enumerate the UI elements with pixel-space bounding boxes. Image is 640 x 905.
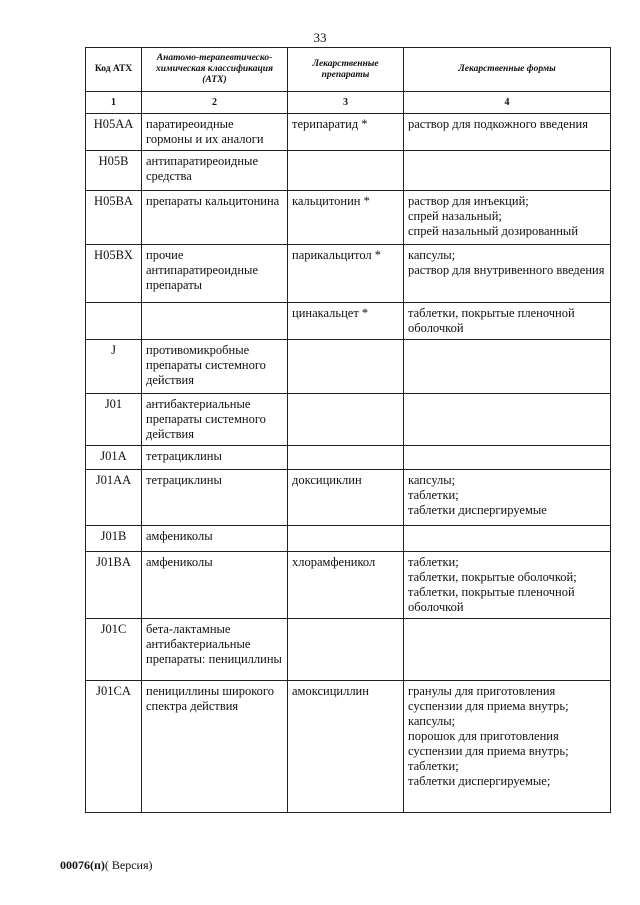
classification-cell: тетрациклины bbox=[142, 446, 288, 470]
table-row bbox=[86, 114, 611, 151]
atx-code-cell: J01CA bbox=[86, 681, 142, 813]
column-number: 4 bbox=[404, 92, 611, 114]
classification-cell: прочие антипаратиреоидные препараты bbox=[142, 245, 288, 303]
forms-cell bbox=[404, 446, 611, 470]
atx-code-cell: H05AA bbox=[86, 114, 142, 151]
atx-code-cell: J01A bbox=[86, 446, 142, 470]
forms-cell bbox=[404, 526, 611, 552]
table-row bbox=[86, 552, 611, 619]
footer-version: ( Версия) bbox=[104, 858, 153, 872]
footer bbox=[60, 858, 153, 873]
atx-code-cell: J bbox=[86, 340, 142, 394]
classification-cell: паратиреоидные гормоны и их аналоги bbox=[142, 114, 288, 151]
atx-code-cell: H05BX bbox=[86, 245, 142, 303]
forms-cell: капсулы; раствор для внутривенного введения bbox=[404, 245, 611, 303]
drug-cell: терипаратид * bbox=[288, 114, 404, 151]
forms-cell: раствор для подкожного введения bbox=[404, 114, 611, 151]
header-classification: Анатомо-терапевтическо-химическая классификация (АТХ) bbox=[142, 48, 288, 92]
drug-cell: кальцитонин * bbox=[288, 191, 404, 245]
atx-code-cell: H05BA bbox=[86, 191, 142, 245]
table-row bbox=[86, 151, 611, 191]
classification-cell: бета-лактамные антибактериальные препараты: пенициллины bbox=[142, 619, 288, 681]
drug-cell bbox=[288, 619, 404, 681]
classification-cell: пенициллины широкого спектра действия bbox=[142, 681, 288, 813]
atx-code-cell: H05B bbox=[86, 151, 142, 191]
table-row bbox=[86, 619, 611, 681]
classification-cell bbox=[142, 303, 288, 340]
table-row bbox=[86, 446, 611, 470]
classification-cell: антипаратиреоидные средства bbox=[142, 151, 288, 191]
classification-cell: тетрациклины bbox=[142, 470, 288, 526]
header-forms: Лекарственные формы bbox=[404, 48, 611, 92]
classification-cell: препараты кальцитонина bbox=[142, 191, 288, 245]
table-row bbox=[86, 303, 611, 340]
classification-cell: амфениколы bbox=[142, 526, 288, 552]
classification-cell: антибактериальные препараты системного действия bbox=[142, 394, 288, 446]
table-row bbox=[86, 681, 611, 813]
classification-cell: амфениколы bbox=[142, 552, 288, 619]
column-number-row bbox=[86, 92, 611, 114]
atx-table bbox=[85, 47, 611, 813]
table-row bbox=[86, 526, 611, 552]
footer-code: 00076(п) bbox=[60, 858, 105, 872]
drug-cell bbox=[288, 394, 404, 446]
forms-cell: таблетки, покрытые пленочной оболочкой bbox=[404, 303, 611, 340]
atx-code-cell bbox=[86, 303, 142, 340]
drug-cell bbox=[288, 340, 404, 394]
atx-code-cell: J01 bbox=[86, 394, 142, 446]
atx-code-cell: J01BA bbox=[86, 552, 142, 619]
forms-cell bbox=[404, 394, 611, 446]
table-row bbox=[86, 340, 611, 394]
header-drugs: Лекарственные препараты bbox=[288, 48, 404, 92]
drug-cell: доксициклин bbox=[288, 470, 404, 526]
drug-cell: амоксициллин bbox=[288, 681, 404, 813]
drug-cell: цинакальцет * bbox=[288, 303, 404, 340]
forms-cell: капсулы; таблетки; таблетки диспергируемые bbox=[404, 470, 611, 526]
table-body bbox=[86, 114, 611, 813]
forms-cell: гранулы для приготовления суспензии для приема внутрь; капсулы; порошок для приготовления суспензии для приема внутрь; таблетки; таблетки диспергируемые; bbox=[404, 681, 611, 813]
table-row bbox=[86, 191, 611, 245]
classification-cell: противомикробные препараты системного действия bbox=[142, 340, 288, 394]
forms-cell: раствор для инъекций; спрей назальный; спрей назальный дозированный bbox=[404, 191, 611, 245]
forms-cell bbox=[404, 151, 611, 191]
column-number: 1 bbox=[86, 92, 142, 114]
column-number: 3 bbox=[288, 92, 404, 114]
atx-code-cell: J01B bbox=[86, 526, 142, 552]
atx-code-cell: J01AA bbox=[86, 470, 142, 526]
table-row bbox=[86, 245, 611, 303]
atx-code-cell: J01C bbox=[86, 619, 142, 681]
drug-cell: хлорамфеникол bbox=[288, 552, 404, 619]
table-header-row bbox=[86, 48, 611, 92]
forms-cell bbox=[404, 619, 611, 681]
header-code: Код АТХ bbox=[86, 48, 142, 92]
drug-cell bbox=[288, 446, 404, 470]
table-row bbox=[86, 394, 611, 446]
page-number: 33 bbox=[313, 30, 327, 45]
drug-cell bbox=[288, 526, 404, 552]
forms-cell: таблетки; таблетки, покрытые оболочкой; таблетки, покрытые пленочной оболочкой bbox=[404, 552, 611, 619]
drug-cell: парикальцитол * bbox=[288, 245, 404, 303]
forms-cell bbox=[404, 340, 611, 394]
column-number: 2 bbox=[142, 92, 288, 114]
table-row bbox=[86, 470, 611, 526]
drug-cell bbox=[288, 151, 404, 191]
